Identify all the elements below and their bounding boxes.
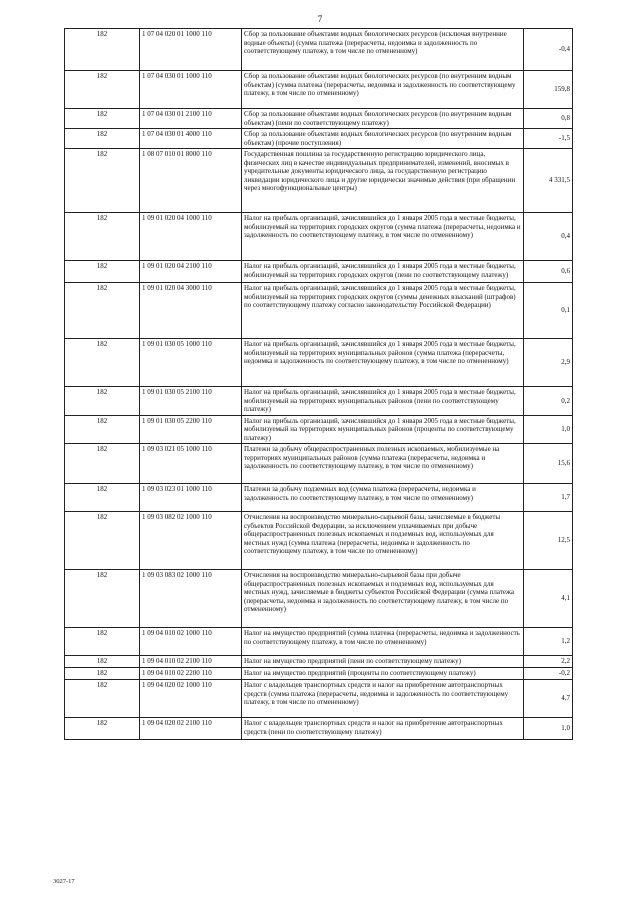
table-row xyxy=(65,718,573,740)
admin-code-cell: 182 xyxy=(65,109,140,129)
income-name-cell: Налог на имущество предприятий (сумма платежа (перерасчеты, недоимка и задолженность по соответствующему платежу, в том числе по отмененному) xyxy=(242,628,524,656)
admin-code-cell: 182 xyxy=(65,484,140,512)
income-name-cell: Сбор за пользование объектами водных биологических ресурсов (по внутренним водным объектам) (пени по соответствующему платежу) xyxy=(242,109,524,129)
amount-cell: 0,4 xyxy=(524,213,573,261)
table-row xyxy=(65,129,573,149)
amount-cell: 1,0 xyxy=(524,415,573,444)
admin-code-cell: 182 xyxy=(65,680,140,718)
admin-code-cell: 182 xyxy=(65,129,140,149)
admin-code-cell: 182 xyxy=(65,415,140,444)
table-row xyxy=(65,109,573,129)
income-name-cell: Налог на прибыль организаций, зачислявшийся до 1 января 2005 года в местные бюджеты, мобилизуемый на территориях городских округов (сумма платежа (перерасчеты, недоимка и задолженность по соответствующему платежу, в том числе по отмененному) xyxy=(242,213,524,261)
budget-code-cell: 1 09 01 020 04 1000 110 xyxy=(140,213,242,261)
income-name-cell: Налог на имущество предприятий (пени по соответствующему платежу) xyxy=(242,656,524,668)
table-row xyxy=(65,283,573,339)
amount-cell: 1,2 xyxy=(524,628,573,656)
admin-code-cell: 182 xyxy=(65,444,140,484)
income-name-cell: Налог с владельцев транспортных средств и налог на приобретение автотранспортных средств (пени по соответствующему платежу) xyxy=(242,718,524,740)
income-name-cell: Налог с владельцев транспортных средств и налог на приобретение автотранспортных средств (сумма платежа (перерасчеты, недоимка и задолженность по соответствующему платежу, в том числе по отмененному) xyxy=(242,680,524,718)
income-name-cell: Налог на прибыль организаций, зачислявшийся до 1 января 2005 года в местные бюджеты, мобилизуемый на территориях городских округов (суммы денежных взысканий (штрафов) по соответствующему платежу согласно законодательству Российской Федерации) xyxy=(242,283,524,339)
admin-code-cell: 182 xyxy=(65,261,140,283)
amount-cell: 1,7 xyxy=(524,484,573,512)
table-row xyxy=(65,387,573,416)
budget-code-cell: 1 09 01 030 05 2200 110 xyxy=(140,415,242,444)
budget-code-cell: 1 09 03 023 01 1000 110 xyxy=(140,484,242,512)
table-row xyxy=(65,29,573,71)
budget-code-cell: 1 08 07 010 01 8000 110 xyxy=(140,149,242,213)
table-row xyxy=(65,668,573,680)
amount-cell: -0,2 xyxy=(524,668,573,680)
budget-code-cell: 1 09 03 083 02 1000 110 xyxy=(140,570,242,628)
amount-cell: 2,9 xyxy=(524,339,573,387)
income-name-cell: Сбор за пользование объектами водных биологических ресурсов (по внутренним водным объектам) (сумма платежа (перерасчеты, недоимка и задолженность по соответствующему платежу, в том числе по отмененному) xyxy=(242,71,524,109)
amount-cell: 0,8 xyxy=(524,109,573,129)
budget-code-cell: 1 07 04 020 01 1000 110 xyxy=(140,29,242,71)
amount-cell: 0,2 xyxy=(524,387,573,416)
budget-code-cell: 1 09 04 020 02 2100 110 xyxy=(140,718,242,740)
table-row xyxy=(65,570,573,628)
table-row xyxy=(65,680,573,718)
admin-code-cell: 182 xyxy=(65,718,140,740)
admin-code-cell: 182 xyxy=(65,387,140,416)
table-row xyxy=(65,213,573,261)
budget-code-cell: 1 09 03 082 02 1000 110 xyxy=(140,512,242,570)
admin-code-cell: 182 xyxy=(65,668,140,680)
amount-cell: 4,7 xyxy=(524,680,573,718)
admin-code-cell: 182 xyxy=(65,29,140,71)
budget-code-cell: 1 07 04 030 01 1000 110 xyxy=(140,71,242,109)
budget-code-cell: 1 07 04 030 01 2100 110 xyxy=(140,109,242,129)
income-name-cell: Налог на имущество предприятий (проценты по соответствующему платежу) xyxy=(242,668,524,680)
page-number: 7 xyxy=(317,14,323,24)
income-name-cell: Отчисления на воспроизводство минерально-сырьевой базы при добыче общераспространенных полезных ископаемых и подземных вод, используемых для местных нужд, зачисляемые в бюджеты субъектов Российской Федерации (сумма платежа (перерасчеты, недоимка и задолженность по соответствующему платежу, в том числе по отмененному) xyxy=(242,570,524,628)
admin-code-cell: 182 xyxy=(65,149,140,213)
table-row xyxy=(65,261,573,283)
amount-cell: -0,4 xyxy=(524,29,573,71)
amount-cell: 0,1 xyxy=(524,283,573,339)
amount-cell: 15,6 xyxy=(524,444,573,484)
budget-code-cell: 1 09 01 020 04 2100 110 xyxy=(140,261,242,283)
table-row xyxy=(65,415,573,444)
income-name-cell: Налог на прибыль организаций, зачислявшийся до 1 января 2005 года в местные бюджеты, мобилизуемый на территориях городских округов (пени по соответствующему платежу) xyxy=(242,261,524,283)
income-name-cell: Налог на прибыль организаций, зачислявшийся до 1 января 2005 года в местные бюджеты, мобилизуемый на территориях муниципальных районов (пени по соответствующему платежу) xyxy=(242,387,524,416)
admin-code-cell: 182 xyxy=(65,283,140,339)
budget-code-cell: 1 09 04 010 02 2100 110 xyxy=(140,656,242,668)
table-row xyxy=(65,149,573,213)
table-row xyxy=(65,628,573,656)
admin-code-cell: 182 xyxy=(65,213,140,261)
budget-table xyxy=(64,28,573,740)
income-name-cell: Отчисления на воспроизводство минерально-сырьевой базы, зачисляемые в бюджеты субъектов Российской Федерации, за исключением уплачиваемых при добыче общераспространенных полезных ископаемых и подземных вод, используемых для местных нужд (сумма платежа (перерасчеты, недоимка и задолженность по соответствующему платежу, в том числе по отмененному) xyxy=(242,512,524,570)
amount-cell: 2,2 xyxy=(524,656,573,668)
table-row xyxy=(65,71,573,109)
admin-code-cell: 182 xyxy=(65,339,140,387)
admin-code-cell: 182 xyxy=(65,71,140,109)
budget-table-body xyxy=(65,29,573,740)
amount-cell: 1,0 xyxy=(524,718,573,740)
admin-code-cell: 182 xyxy=(65,512,140,570)
income-name-cell: Сбор за пользование объектами водных биологических ресурсов (исключая внутренние водные объекты) (сумма платежа (перерасчеты, недоимка и задолженность по соответствующему платежу, в том числе по отмененному) xyxy=(242,29,524,71)
amount-cell: 4,1 xyxy=(524,570,573,628)
table-row xyxy=(65,339,573,387)
income-name-cell: Налог на прибыль организаций, зачислявшийся до 1 января 2005 года в местные бюджеты, мобилизуемый на территориях муниципальных районов (проценты по соответствующему платежу) xyxy=(242,415,524,444)
table-row xyxy=(65,656,573,668)
income-name-cell: Платежи за добычу общераспространенных полезных ископаемых, мобилизуемые на территориях муниципальных районов (сумма платежа (перерасчеты, недоимка и задолженность по соответствующему платежу, в том числе по отмененному) xyxy=(242,444,524,484)
amount-cell: 12,5 xyxy=(524,512,573,570)
budget-code-cell: 1 09 04 020 02 1000 110 xyxy=(140,680,242,718)
table-row xyxy=(65,444,573,484)
table-row xyxy=(65,512,573,570)
amount-cell: 0,6 xyxy=(524,261,573,283)
admin-code-cell: 182 xyxy=(65,628,140,656)
income-name-cell: Сбор за пользование объектами водных биологических ресурсов (по внутренним водным объектам) (прочие поступления) xyxy=(242,129,524,149)
budget-code-cell: 1 09 01 030 05 2100 110 xyxy=(140,387,242,416)
admin-code-cell: 182 xyxy=(65,656,140,668)
amount-cell: -1,5 xyxy=(524,129,573,149)
income-name-cell: Налог на прибыль организаций, зачислявшийся до 1 января 2005 года в местные бюджеты, мобилизуемый на территориях муниципальных районов (сумма платежа (перерасчеты, недоимка и задолженность по соответствующему платежу, в том числе по отмененному) xyxy=(242,339,524,387)
budget-code-cell: 1 09 01 020 04 3000 110 xyxy=(140,283,242,339)
income-name-cell: Платежи за добычу подземных вод (сумма платежа (перерасчеты, недоимка и задолженность по соответствующему платежу, в том числе по отмененному) xyxy=(242,484,524,512)
budget-code-cell: 1 07 04 030 01 4000 110 xyxy=(140,129,242,149)
budget-code-cell: 1 09 04 010 02 2200 110 xyxy=(140,668,242,680)
amount-cell: 4 331,5 xyxy=(524,149,573,213)
budget-code-cell: 1 09 03 021 05 1000 110 xyxy=(140,444,242,484)
budget-code-cell: 1 09 01 030 05 1000 110 xyxy=(140,339,242,387)
budget-code-cell: 1 09 04 010 02 1000 110 xyxy=(140,628,242,656)
amount-cell: 159,8 xyxy=(524,71,573,109)
admin-code-cell: 182 xyxy=(65,570,140,628)
income-name-cell: Государственная пошлина за государственную регистрацию юридического лица, физических лиц в качестве индивидуальных предпринимателей, изменений, вносимых в учредительные документы юридического лица, за государственную регистрацию ликвидации юридического лица и другие юридически значимые действия (при обращении через многофункциональные центры) xyxy=(242,149,524,213)
table-row xyxy=(65,484,573,512)
footer-code: 3027-17 xyxy=(53,878,75,885)
